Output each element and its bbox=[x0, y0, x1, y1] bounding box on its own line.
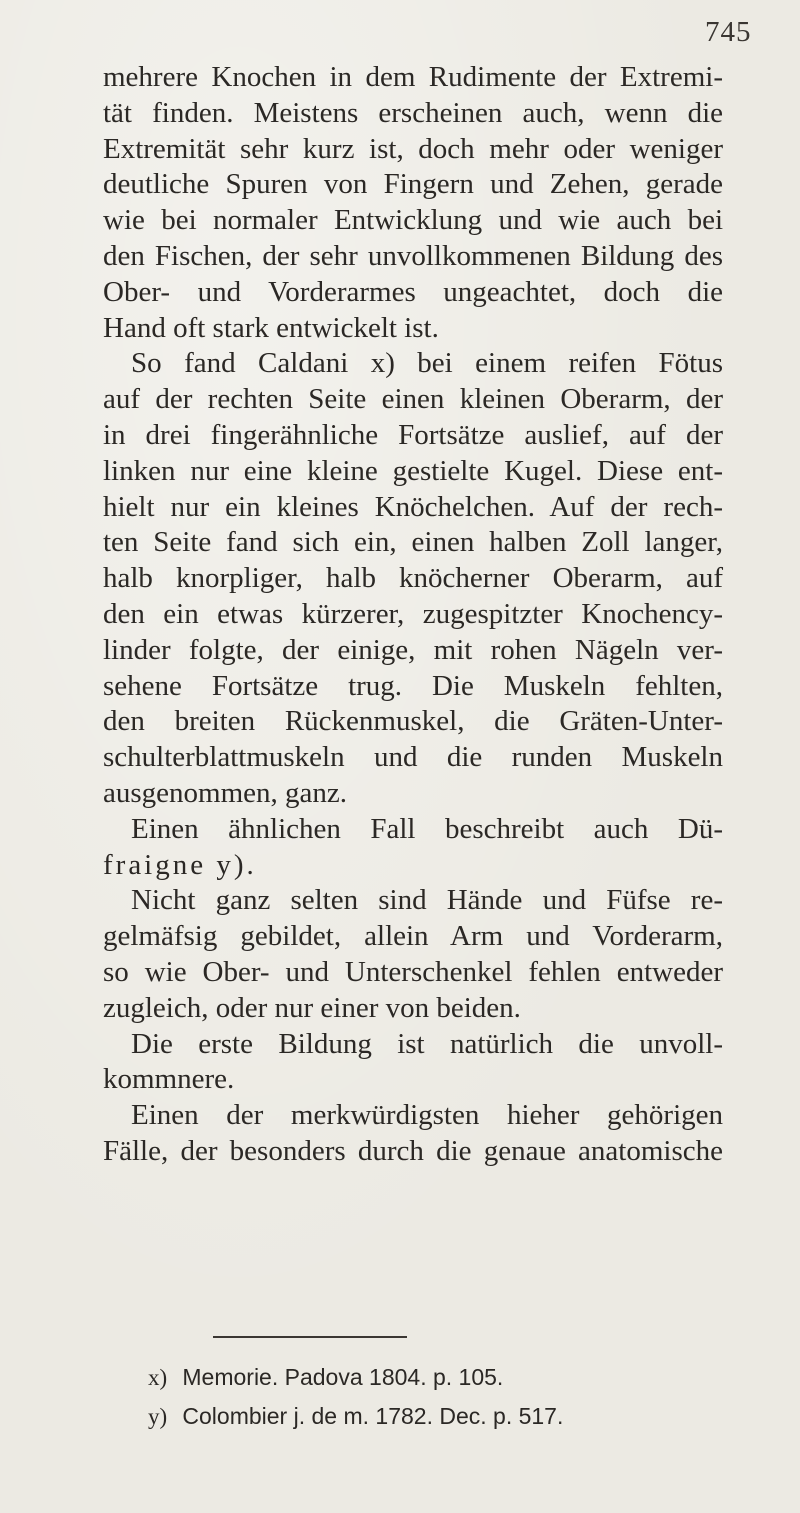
text-line-10: auf der rechten Seite einen kleinen Oberarm, der bbox=[103, 383, 723, 416]
text-line-4: deutliche Spuren von Fingern und Zehen, gerade bbox=[103, 168, 723, 201]
body-text bbox=[103, 60, 723, 1170]
text-line-25: gelmäfsig gebildet, allein Arm und Vorderarm, bbox=[103, 920, 723, 953]
text-line-30: Einen der merkwürdigsten hieher gehörigen bbox=[131, 1099, 723, 1132]
page-number: 745 bbox=[705, 16, 752, 48]
text-line-17: linder folgte, der einige, mit rohen Nägeln ver- bbox=[103, 633, 723, 666]
text-line-3: Extremität sehr kurz ist, doch mehr oder weniger bbox=[103, 132, 723, 165]
text-line-8: Hand oft stark entwickelt ist. bbox=[103, 311, 439, 344]
text-line-24: Nicht ganz selten sind Hände und Füfse re- bbox=[131, 884, 723, 917]
text-line-6: den Fischen, der sehr unvollkommenen Bildung des bbox=[103, 239, 723, 272]
footnote-text: Memorie. Padova 1804. p. 105. bbox=[182, 1364, 504, 1390]
footnote-y bbox=[148, 1397, 708, 1436]
text-line-2: tät finden. Meistens erscheinen auch, wenn die bbox=[103, 96, 723, 129]
text-line-12: linken nur eine kleine gestielte Kugel. Diese ent- bbox=[103, 454, 723, 487]
text-line-26: so wie Ober- und Unterschenkel fehlen entweder bbox=[103, 955, 723, 988]
text-line-5: wie bei normaler Entwicklung und wie auch bei bbox=[103, 204, 723, 237]
text-line-11: in drei fingerähnliche Fortsätze auslief, auf der bbox=[103, 418, 723, 451]
text-line-20: schulterblattmuskeln und die runden Muskeln bbox=[103, 741, 723, 774]
text-line-19: den breiten Rückenmuskel, die Gräten-Unter- bbox=[103, 705, 723, 738]
footnote-x bbox=[148, 1358, 708, 1397]
footnote-divider bbox=[213, 1336, 407, 1338]
text-line-29: kommnere. bbox=[103, 1063, 235, 1096]
text-line-27: zugleich, oder nur einer von beiden. bbox=[103, 991, 521, 1024]
footnote-mark: x) bbox=[148, 1365, 168, 1390]
text-line-18: sehene Fortsätze trug. Die Muskeln fehlten, bbox=[103, 669, 723, 702]
text-line-15: halb knorpliger, halb knöcherner Oberarm, auf bbox=[103, 562, 723, 595]
text-line-21: ausgenommen, ganz. bbox=[103, 776, 348, 809]
text-line-28: Die erste Bildung ist natürlich die unvoll- bbox=[131, 1027, 723, 1060]
text-line-14: ten Seite fand sich ein, einen halben Zoll langer, bbox=[103, 526, 723, 559]
footnote-mark: y) bbox=[148, 1404, 168, 1429]
text-line-13: hielt nur ein kleines Knöchelchen. Auf der rech- bbox=[103, 490, 723, 523]
text-line-9: So fand Caldani x) bei einem reifen Fötus bbox=[131, 347, 723, 380]
text-line-16: den ein etwas kürzerer, zugespitzter Knochency- bbox=[103, 597, 723, 630]
footnote-text: Colombier j. de m. 1782. Dec. p. 517. bbox=[182, 1403, 564, 1429]
text-line-31: Fälle, der besonders durch die genaue anatomische bbox=[103, 1134, 723, 1167]
text-line-23: fraigne y). bbox=[103, 848, 257, 881]
text-line-7: Ober- und Vorderarmes ungeachtet, doch die bbox=[103, 275, 723, 308]
footnotes bbox=[148, 1358, 708, 1436]
text-line-1: mehrere Knochen in dem Rudimente der Extremi- bbox=[103, 61, 723, 93]
text-line-22: Einen ähnlichen Fall beschreibt auch Dü- bbox=[131, 812, 723, 845]
